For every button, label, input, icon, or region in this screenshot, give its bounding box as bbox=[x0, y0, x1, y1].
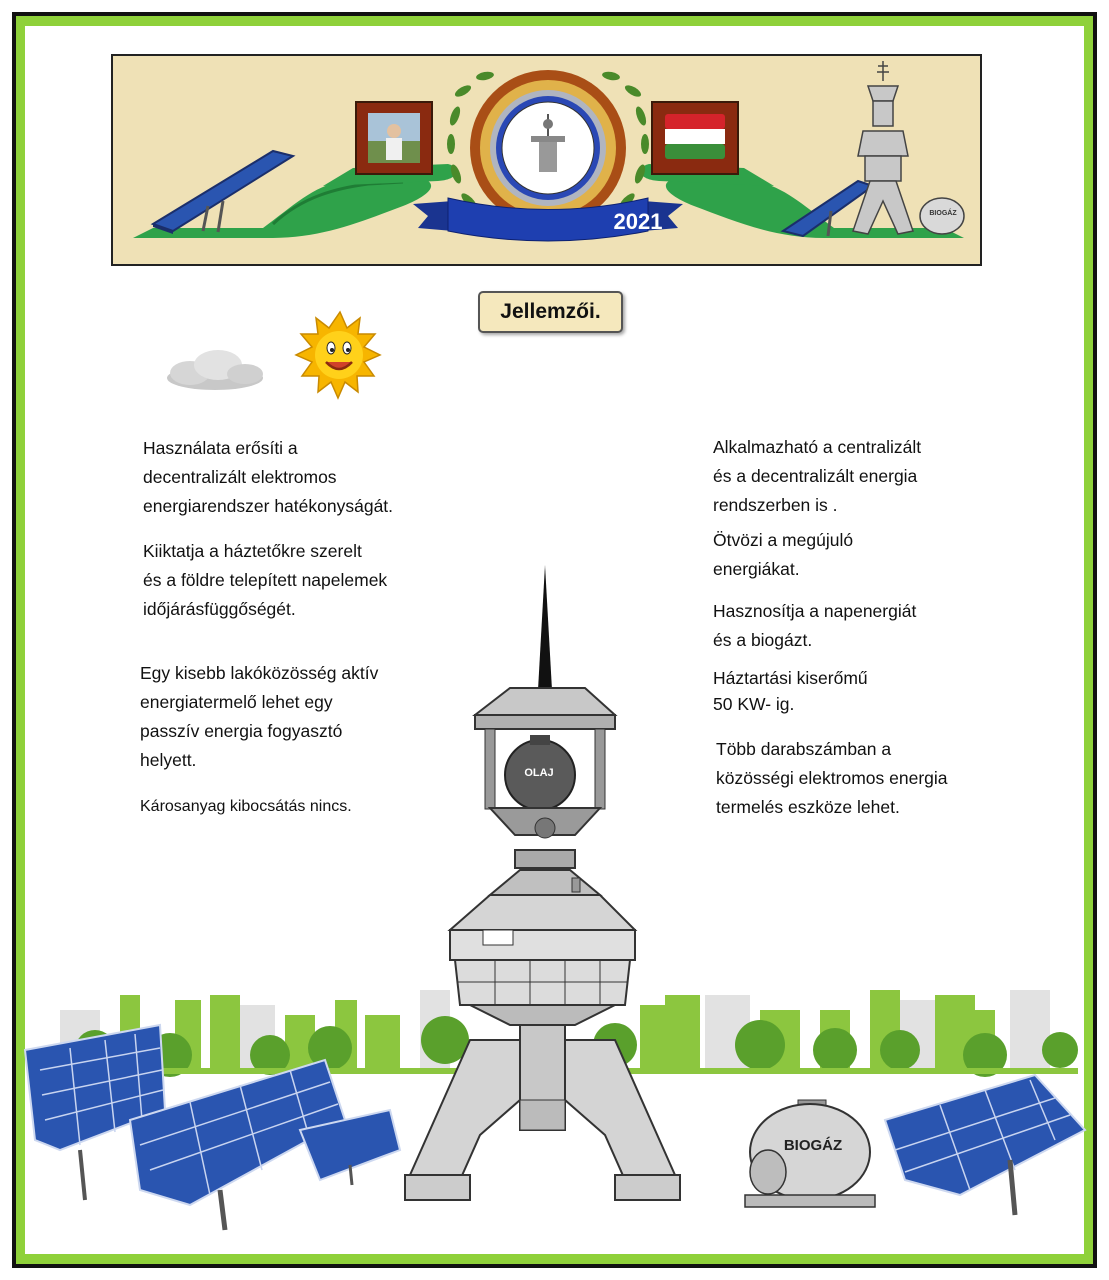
text-line: Használata erősíti a bbox=[143, 438, 298, 458]
sun-icon bbox=[296, 312, 380, 398]
banner-biogas-label: BIOGÁZ bbox=[929, 210, 957, 217]
text-line: passzív energia fogyasztó bbox=[140, 721, 343, 741]
solar-panel-icon bbox=[885, 1075, 1085, 1215]
text-line: 50 KW- ig. bbox=[713, 694, 795, 714]
right-paragraph-5 bbox=[716, 735, 948, 822]
biogas-tank-label: BIOGÁZ bbox=[783, 1137, 843, 1154]
text-line: Több darabszámban a bbox=[716, 739, 892, 759]
tower-icon bbox=[405, 565, 680, 1200]
text-line: energiákat. bbox=[713, 559, 800, 579]
page-title-text: Jellemzői. bbox=[500, 300, 601, 323]
text-line: időjárásfüggőségét. bbox=[143, 599, 296, 619]
text-line: és a földre telepített napelemek bbox=[143, 570, 388, 590]
text-line: energiarendszer hatékonyságát. bbox=[143, 496, 394, 516]
left-paragraph-3 bbox=[140, 659, 378, 775]
text-line: Ötvözi a megújuló bbox=[713, 530, 854, 550]
right-paragraph-3 bbox=[713, 597, 916, 655]
text-line: energiatermelő lehet egy bbox=[140, 692, 333, 712]
text-line: helyett. bbox=[140, 750, 197, 770]
text-line: Károsanyag kibocsátás nincs. bbox=[140, 798, 352, 815]
text-line: termelés eszköze lehet. bbox=[716, 797, 900, 817]
text-line: Kiiktatja a háztetőkre szerelt bbox=[143, 541, 362, 561]
text-line: és a biogázt. bbox=[713, 630, 813, 650]
left-paragraph-1 bbox=[143, 434, 393, 521]
text-line: és a decentralizált energia bbox=[713, 466, 918, 486]
text-line: közösségi elektromos energia bbox=[716, 768, 948, 788]
left-paragraph-4 bbox=[140, 792, 352, 821]
text-line: Hasznosítja a napenergiát bbox=[713, 601, 917, 621]
oil-tank-label: OLAJ bbox=[524, 767, 554, 779]
text-line: rendszerben is . bbox=[713, 495, 838, 515]
right-paragraph-2 bbox=[713, 526, 853, 584]
cloud-icon bbox=[167, 350, 263, 390]
left-paragraph-2 bbox=[143, 537, 387, 624]
right-paragraph-1 bbox=[713, 433, 921, 520]
text-line: Alkalmazható a centralizált bbox=[713, 437, 922, 457]
text-line: Egy kisebb lakóközösség aktív bbox=[140, 663, 379, 683]
right-paragraph-4 bbox=[713, 665, 868, 717]
text-line: Háztartási kiserőmű bbox=[713, 668, 868, 688]
text-line: decentralizált elektromos bbox=[143, 467, 337, 487]
banner-year: 2021 bbox=[613, 209, 663, 234]
